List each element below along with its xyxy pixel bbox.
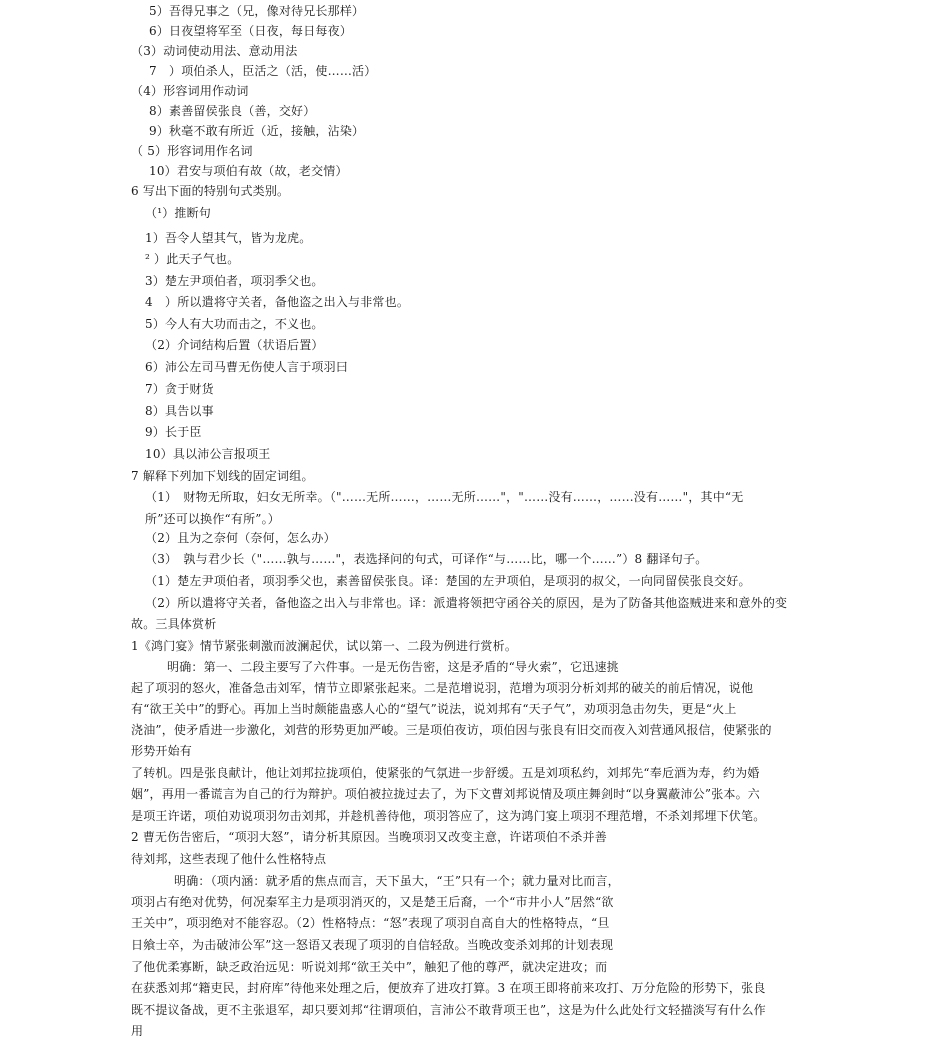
text-line: 所”还可以换作“有所”。） [145,512,281,526]
text-line: 7）贪于财货 [145,382,214,396]
text-line: 8）素善留侯张良（善，交好） [149,104,316,118]
text-line: 6 写出下面的特别句式类别。 [131,184,290,198]
text-line: 6）日夜望将军至（日夜，每日每夜） [149,24,353,38]
text-line: （1） 财物无所取，妇女无所幸。（"……无所……，……无所……"，"……没有……，……没有……"，其中“无 [145,490,744,504]
text-line: （3） 孰与君少长（"……孰与……"，表选择问的句式，可译作“与……比，哪一个……”）8 翻译句子。 [145,552,708,566]
text-line: 7 解释下列加下划线的固定词组。 [131,469,314,483]
text-line: 9）秋毫不敢有所近（近，接触，沾染） [149,124,365,138]
text-line: 7 ）项伯杀人，臣活之（活，使……活） [149,64,377,78]
text-line: 2 曹无伤告密后，“项羽大怒”，请分析其原因。当晚项羽又改变主意，许诺项伯不杀并善 [131,830,607,844]
text-line: 10）君安与项伯有故（故，老交情） [149,164,348,178]
text-line: 王关中”，项羽绝对不能容忍。（2）性格特点：“怒”表现了项羽自高自大的性格特点，“旦 [131,916,610,930]
text-line: （2）所以遣将守关者，备他盗之出入与非常也。译：派遣将领把守函谷关的原因，是为了防备其他盗贼进来和意外的变 [145,596,788,610]
text-line: （¹）推断句 [145,206,212,220]
text-line: 9）长于臣 [145,425,202,439]
text-line: 5）今人有大功而击之，不义也。 [145,317,324,331]
text-line: 6）沛公左司马曹无伤使人言于项羽曰 [145,360,349,374]
text-line: （2）且为之奈何（奈何，怎么办） [145,531,336,545]
text-line: 1）吾令人望其气，皆为龙虎。 [145,231,312,245]
text-line: （1）楚左尹项伯者，项羽季父也，素善留侯张良。译：楚国的左尹项伯，是项羽的叔父，一向同留侯张良交好。 [145,574,751,588]
text-line: （2）介词结构后置（状语后置） [145,338,324,352]
text-line: 了他优柔寡断，缺乏政治远见：听说刘邦“欲王关中”，触犯了他的尊严，就决定进攻；而 [131,960,608,974]
text-line: 4 ）所以遣将守关者，备他盗之出入与非常也。 [145,295,410,309]
text-line: ² ）此天子气也。 [145,252,240,266]
text-line: 用 [131,1024,144,1038]
text-line: 既不提议备战，更不主张退军，却只要刘邦“往谓项伯，言沛公不敢背项王也”，这是为什么此处行文轻描淡写有什么作 [131,1003,766,1017]
text-line: 3）楚左尹项伯者，项羽季父也。 [145,274,324,288]
text-line: （3）动词使动用法、意动用法 [131,44,298,58]
text-line: 明确：第一、二段主要写了六件事。一是无伤告密，这是矛盾的“导火索”，它迅速挑 [167,660,619,674]
text-line: 日飨士卒，为击破沛公军”这一怒语又表现了项羽的自信轻敌。当晚改变杀刘邦的计划表现 [131,938,614,952]
text-line: 了转机。四是张良献计，他让刘邦拉拢项伯，使紧张的气氛进一步舒缓。五是刘项私约，刘邦先“奉卮酒为寿，约为婚 [131,766,760,780]
text-line: 明确：（项内涵：就矛盾的焦点而言，天下虽大，“王”只有一个；就力量对比而言， [174,874,620,888]
text-line: 10）具以沛公言报项王 [145,447,271,461]
text-line: 有“欲王关中”的野心。再加上当时颇能蛊惑人心的“望气”说法，说刘邦有“天子气”，劝项羽急击勿失，更是“火上 [131,702,737,716]
text-line: 1《鸿门宴》情节紧张刺激而波澜起伏，试以第一、二段为例进行赏析。 [131,639,518,653]
text-line: 是项王许诺，项伯劝说项羽勿击刘邦，并趁机善待他，项羽答应了，这为鸿门宴上项羽不理范增，不杀刘邦埋下伏笔。 [131,809,766,823]
text-line: （ 5）形容词用作名词 [131,144,253,158]
text-line: 项羽占有绝对优势，何况秦军主力是项羽消灭的，又是楚王后裔，一个“市井小人”居然“欲 [131,895,614,909]
text-line: 形势开始有 [131,744,193,758]
text-line: 待刘邦，这些表现了他什么性格特点 [131,852,327,866]
text-line: 8）具告以事 [145,404,214,418]
text-line: 在获悉刘邦“籍吏民，封府库”待他来处理之后，便放弃了进攻打算。3 在项王即将前来攻打、万分危险的形势下，张良 [131,981,766,995]
text-line: 5）吾得兄事之（兄，像对待兄长那样） [149,4,365,18]
text-line: 起了项羽的怒火，准备急击刘军，情节立即紧张起来。二是范增说羽，范增为项羽分析刘邦的破关的前后情况，说他 [131,681,754,695]
text-line: 故。三具体赏析 [131,617,217,631]
text-line: 姻”，再用一番谎言为自己的行为辩护。项伯被拉拢过去了，为下文曹刘邦说情及项庄舞剑时“以身翼蔽沛公”张本。六 [131,787,761,801]
text-line: （4）形容词用作动词 [131,84,249,98]
text-line: 浇油”，使矛盾进一步激化，刘营的形势更加严峻。三是项伯夜访，项伯因与张良有旧交而夜入刘营通风报信，使紧张的 [131,723,772,737]
